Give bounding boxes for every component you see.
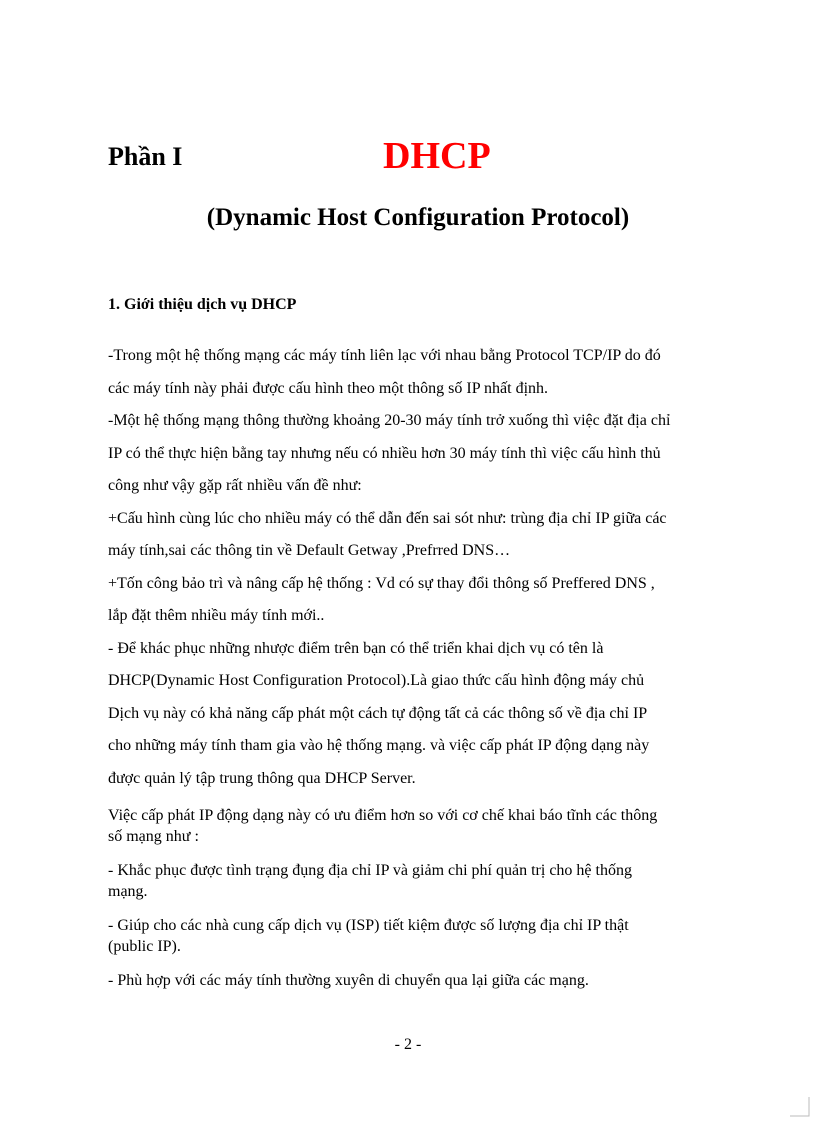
advantage-item xyxy=(108,970,718,991)
intro-line: công như vậy gặp rất nhiều vấn đề như: xyxy=(108,477,362,494)
intro-line: DHCP(Dynamic Host Configuration Protocol).Là giao thức cấu hình động máy chủ xyxy=(108,672,645,689)
paragraph-line: - Khắc phục được tình trạng đụng địa chỉ IP và giảm chi phí quản trị cho hệ thống xyxy=(108,862,632,879)
intro-line: lắp đặt thêm nhiều máy tính mới.. xyxy=(108,607,325,624)
part-label: Phần I xyxy=(108,142,183,171)
page-corner-mark xyxy=(790,1097,810,1117)
intro-line: - Để khác phục những nhược điểm trên bạn có thể triển khai dịch vụ có tên là xyxy=(108,639,604,657)
advantage-item xyxy=(108,915,718,957)
intro-line: +Tốn công bảo trì và nâng cấp hệ thống : Vd có sự thay đổi thông số Preffered DNS , xyxy=(108,574,655,592)
intro-line: máy tính,sai các thông tin về Default Getway ,Prefrred DNS… xyxy=(108,542,511,559)
intro-line: Dịch vụ này có khả năng cấp phát một cách tự động tất cả các thông số về địa chỉ IP xyxy=(108,704,648,722)
advantages-text xyxy=(108,805,718,1004)
chapter-title: DHCP xyxy=(383,135,491,177)
intro-line: +Cấu hình cùng lúc cho nhiều máy có thể dẫn đến sai sót như: trùng địa chỉ IP giữa các xyxy=(108,509,667,527)
intro-line: -Một hệ thống mạng thông thường khoảng 20-30 máy tính trở xuống thì việc đặt địa chỉ xyxy=(108,412,671,429)
paragraph-line: số mạng như : xyxy=(108,828,199,845)
intro-line: IP có thể thực hiện bằng tay nhưng nếu có nhiều hơn 30 máy tính thì việc cấu hình thủ xyxy=(108,444,661,462)
paragraph-line: mạng. xyxy=(108,883,148,900)
paragraph-line: (public IP). xyxy=(108,938,181,955)
chapter-subtitle: (Dynamic Host Configuration Protocol) xyxy=(206,204,630,231)
paragraph-line: Việc cấp phát IP động dạng này có ưu điểm hơn so với cơ chế khai báo tĩnh các thông xyxy=(108,807,658,824)
page-number: - 2 - xyxy=(394,1036,422,1053)
intro-line: -Trong một hệ thống mạng các máy tính liên lạc với nhau bằng Protocol TCP/IP do đó xyxy=(108,347,661,364)
intro-line: cho những máy tính tham gia vào hệ thống mạng. và việc cấp phát IP động dạng này xyxy=(108,737,650,754)
paragraph-line: - Phù hợp với các máy tính thường xuyên di chuyển qua lại giữa các mạng. xyxy=(108,972,589,989)
intro-line: được quản lý tập trung thông qua DHCP Server. xyxy=(108,769,416,787)
paragraph-line: - Giúp cho các nhà cung cấp dịch vụ (ISP) tiết kiệm được số lượng địa chỉ IP thật xyxy=(108,917,629,934)
intro-line: các máy tính này phải được cấu hình theo một thông số IP nhất định. xyxy=(108,379,549,397)
advantage-item xyxy=(108,860,718,902)
intro-text xyxy=(108,340,718,795)
advantages-intro-paragraph xyxy=(108,805,718,847)
section-heading: 1. Giới thiệu dịch vụ DHCP xyxy=(108,296,297,313)
